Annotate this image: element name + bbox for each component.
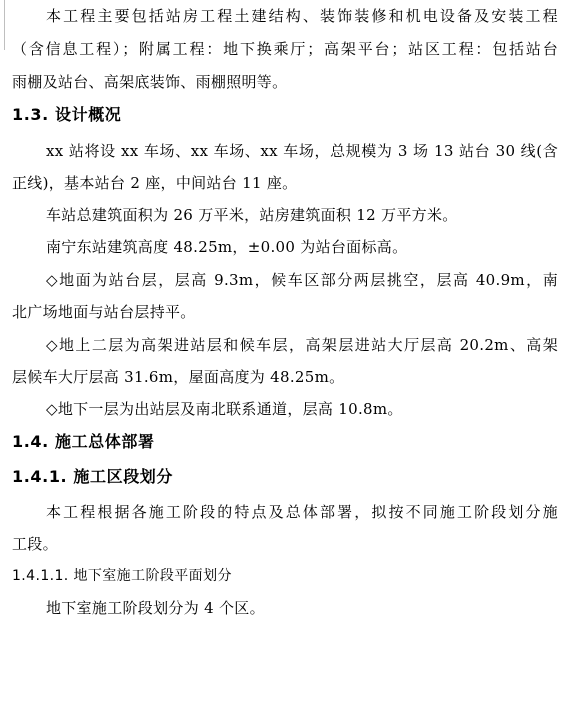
zoning-p1-line-1: 本工程根据各施工阶段的特点及总体部署，拟按不同施工阶段划分施 (46, 503, 558, 521)
section-heading-1-4: 1.4. 施工总体部署 (12, 432, 155, 451)
section-heading-1-3: 1.3. 设计概况 (12, 105, 122, 124)
margin-marker (4, 0, 5, 50)
section-heading-1-4-1-1: 1.4.1.1. 地下室施工阶段平面划分 (12, 568, 232, 584)
design-p4-line-1: ◇地面为站台层，层高 9.3m，候车区部分两层挑空，层高 40.9m，南 (46, 271, 558, 289)
design-p4-line-2: 北广场地面与站台层持平。 (12, 303, 196, 321)
design-p5-line-1: ◇地上二层为高架进站层和候车层，高架层进站大厅层高 20.2m、高架 (46, 336, 558, 354)
intro-line-3: 雨棚及站台、高架底装饰、雨棚照明等。 (12, 73, 288, 91)
design-p1-line-2: 正线)，基本站台 2 座，中间站台 11 座。 (12, 174, 298, 192)
zoning-p1-line-2: 工段。 (12, 535, 58, 553)
section-heading-1-4-1: 1.4.1. 施工区段划分 (12, 467, 174, 486)
design-p1-line-1: xx 站将设 xx 车场、xx 车场、xx 车场，总规模为 3 场 13 站台 30 线(含 (46, 142, 558, 160)
design-p2: 车站总建筑面积为 26 万平米，站房建筑面积 12 万平方米。 (46, 206, 458, 224)
design-p5-line-2: 层候车大厅层高 31.6m，屋面高度为 48.25m。 (12, 368, 345, 386)
intro-line-1: 本工程主要包括站房工程土建结构、装饰装修和机电设备及安装工程 (46, 7, 558, 25)
design-p3: 南宁东站建筑高度 48.25m，±0.00 为站台面标高。 (46, 238, 408, 256)
basement-p1: 地下室施工阶段划分为 4 个区。 (46, 599, 265, 617)
intro-line-2: （含信息工程）；附属工程：地下换乘厅；高架平台；站区工程：包括站台 (12, 40, 558, 58)
design-p6: ◇地下一层为出站层及南北联系通道，层高 10.8m。 (46, 400, 403, 418)
